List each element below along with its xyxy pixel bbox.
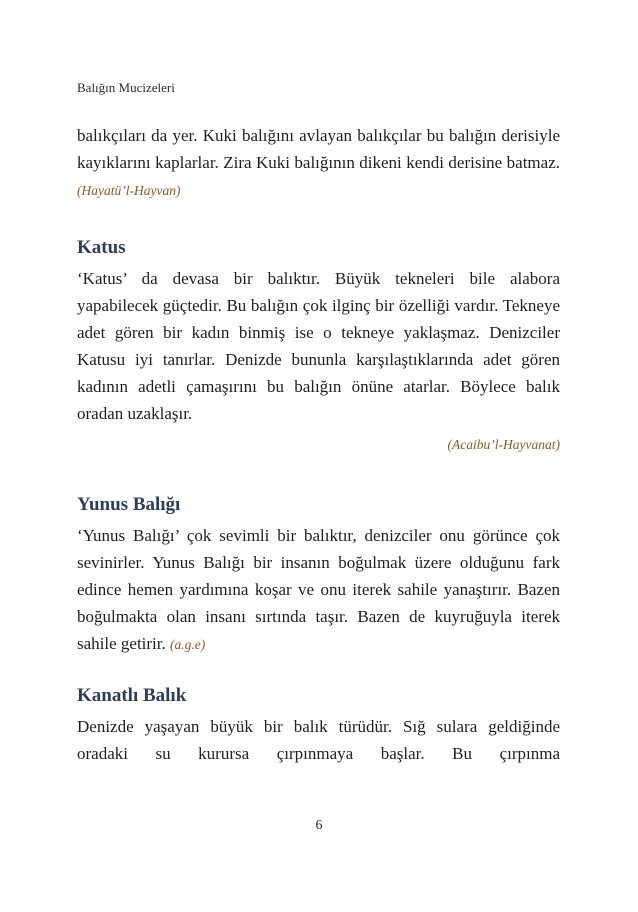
katus-paragraph: ‘Katus’ da devasa bir balıktır. Büyük tekneleri bile alabora yapabilecek güçtedir. Bu balığın çok ilginç bir özelliği vardır. Tekneye adet gören bir kadın binmiş ise o tekneye yaklaşmaz. Denizciler Katusu iyi tanırlar. Denizde bununla karşılaştıklarında adet gören kadının adetli çamaşırını bu balığın önüne atarlar. Böylece balık oradan uzaklaşır. xyxy=(77,269,560,423)
yunus-citation: (a.g.e) xyxy=(170,637,206,652)
kanatli-paragraph: Denizde yaşayan büyük bir balık türüdür. Sığ sulara geldiğinde oradaki su kurursa çırpınmaya başlar. Bu çırpınma xyxy=(77,717,560,763)
yunus-paragraph xyxy=(77,522,560,658)
page-number: 6 xyxy=(315,818,323,833)
running-header: Balığın Mucizeleri xyxy=(77,80,175,95)
katus-citation: (Acaibu’l-Hayvanat) xyxy=(447,437,560,452)
intro-text: balıkçıları da yer. Kuki balığını avlayan balıkçılar bu balığın derisiyle kayıklarını kaplarlar. Zira Kuki balığının dikeni kendi derisine batmaz. xyxy=(77,126,560,172)
section-heading-kanatli: Kanatlı Balık xyxy=(77,685,187,706)
section-heading-yunus: Yunus Balığı xyxy=(77,494,181,515)
yunus-text: ‘Yunus Balığı’ çok sevimli bir balıktır, denizciler onu görünce çok sevinirler. Yunus Balığı bir insanın boğulmak üzere olduğunu fark edince hemen yardımına koşar ve onu iterek sahile yanaştırır. Bazen boğulmakta olan insanı sırtında taşır. Bazen de kuyruğuyla iterek sahile getirir. xyxy=(77,526,560,653)
intro-citation: (Hayatü’l-Hayvan) xyxy=(77,183,181,198)
page-body xyxy=(77,122,560,767)
intro-paragraph xyxy=(77,122,560,204)
section-heading-katus: Katus xyxy=(77,237,126,258)
